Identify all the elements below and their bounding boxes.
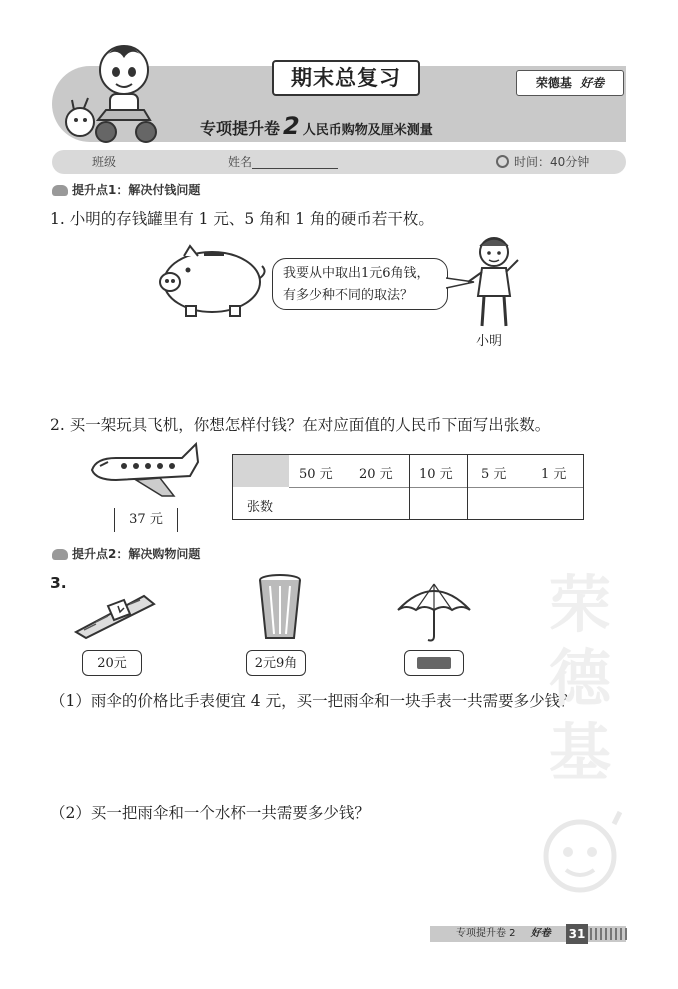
watermark-char: 德: [548, 642, 611, 715]
footer-brand: 好卷: [530, 928, 551, 939]
hidden-price-blot: [417, 657, 451, 669]
table-row-label: 张数: [247, 500, 274, 515]
airplane-price-label: 37 元: [114, 508, 178, 532]
watch-illustration: [74, 590, 160, 640]
watermark-char: 荣: [548, 568, 611, 641]
table-header-5: 5 元: [481, 467, 507, 482]
table-header-blank: [233, 455, 289, 487]
piggy-bank-illustration: [156, 244, 266, 320]
watch-price-tag: 20元: [82, 650, 142, 676]
section-header-1: [52, 182, 200, 198]
subtitle-number: 2: [283, 112, 300, 140]
cup-illustration: [256, 572, 304, 644]
bubble-line-1: 我要从中取出1元6角钱，: [283, 266, 430, 281]
footer-decoration-bars: [590, 928, 630, 940]
time-label: 时间：40分钟: [514, 155, 590, 169]
brand-name: 荣德基: [535, 76, 572, 90]
table-col-divider: [409, 455, 410, 519]
money-table: [232, 454, 584, 520]
boy-xiaoming-illustration: [466, 232, 524, 332]
question-2-text: 2. 买一架玩具飞机，你想怎样付钱？在对应面值的人民币下面写出张数。: [50, 416, 551, 434]
watermark: [528, 568, 632, 790]
speech-bubble: [272, 258, 448, 310]
table-header-50: 50 元: [299, 467, 333, 482]
subtitle-prefix: 专项提升卷: [200, 119, 281, 138]
cup-price-tag: 2元9角: [246, 650, 306, 676]
umbrella-illustration: [394, 580, 474, 644]
section-icon: [52, 549, 68, 560]
table-header-10: 10 元: [419, 467, 453, 482]
page-number: 31: [566, 924, 588, 944]
table-col-divider: [467, 455, 468, 519]
question-3-sub-1: （1）雨伞的价格比手表便宜 4 元，买一把雨伞和一块手表一共需要多少钱？: [50, 692, 576, 710]
section-icon: [52, 185, 68, 196]
section-label: 提升点2：解决购物问题: [72, 547, 201, 561]
mascot-scooter-illustration: [58, 40, 168, 152]
boy-label: 小明: [476, 334, 503, 349]
question-3-number: 3.: [50, 574, 67, 592]
question-1-text: 1. 小明的存钱罐里有 1 元、5 角和 1 角的硬币若干枚。: [50, 210, 434, 228]
class-label: 班级: [92, 155, 117, 169]
bubble-line-2: 有多少种不同的取法？: [283, 288, 414, 303]
section-header-2: [52, 546, 200, 562]
question-3-sub-2: （2）买一把雨伞和一个水杯一共需要多少钱？: [50, 804, 370, 822]
table-header-20: 20 元: [359, 467, 393, 482]
watermark-char: 基: [548, 716, 611, 789]
subtitle: [200, 112, 530, 140]
clock-icon: [496, 155, 509, 168]
brand-suffix: 好卷: [580, 76, 605, 90]
section-label: 提升点1：解决付钱问题: [72, 183, 201, 197]
table-row-divider: [289, 487, 583, 488]
brand-logo: [516, 70, 624, 96]
footer-label: 专项提升卷 2: [456, 928, 516, 939]
name-label: 姓名: [228, 155, 253, 169]
subtitle-topic: 人民币购物及厘米测量: [302, 123, 433, 138]
toy-airplane-illustration: [86, 440, 200, 502]
info-bar: [52, 150, 626, 174]
name-blank-line[interactable]: [252, 168, 338, 169]
table-header-1: 1 元: [541, 467, 567, 482]
watermark-mascot: [528, 810, 632, 900]
umbrella-price-tag: [404, 650, 464, 676]
page-title: 期末总复习: [272, 60, 420, 96]
